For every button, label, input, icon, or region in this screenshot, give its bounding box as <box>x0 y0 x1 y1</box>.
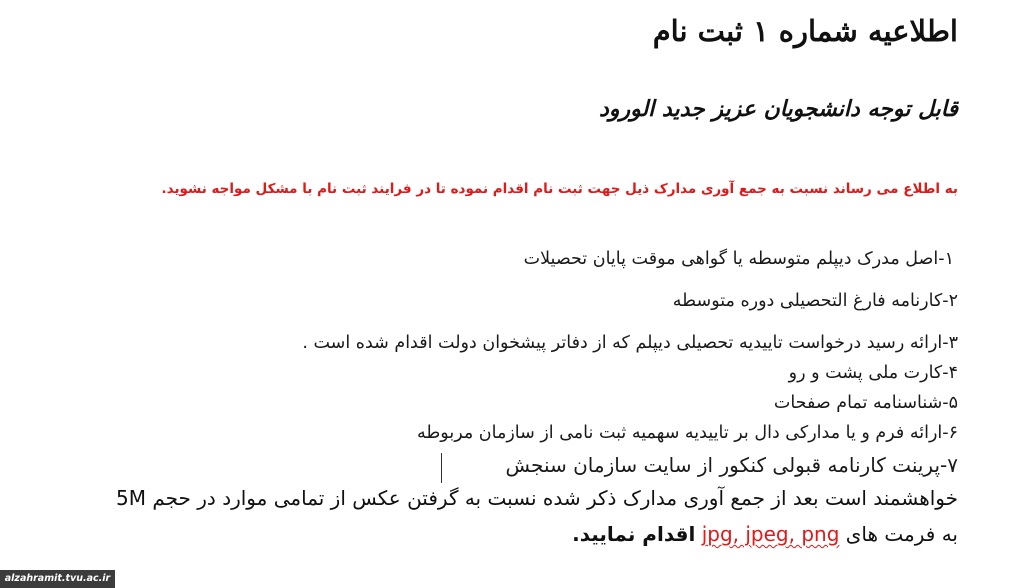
requirement-item-5: ۵-شناسنامه تمام صفحات <box>773 393 958 413</box>
closing-formats: jpg, jpeg, png <box>701 522 840 546</box>
announcement-title: اطلاعیه شماره ۱ ثبت نام <box>652 14 958 48</box>
requirement-item-3: ۳-ارائه رسید درخواست تاییدیه تحصیلی دیپلم که از دفاتر پیشخوان دولت اقدام شده است . <box>302 333 958 353</box>
footer-site-badge[interactable]: alzahramit.tvu.ac.ir <box>0 570 115 588</box>
requirement-item-4: ۴-کارت ملی پشت و رو <box>788 363 958 383</box>
closing-suffix: اقدام نمایید. <box>572 522 696 546</box>
requirement-item-2: ۲-کارنامه فارغ التحصیلی دوره متوسطه <box>672 291 958 311</box>
requirement-item-1: ۱-اصل مدرک دیپلم متوسطه یا گواهی موقت پایان تحصیلات <box>523 249 954 269</box>
closing-line-1: خواهشمند است بعد از جمع آوری مدارک ذکر شده نسبت به گرفتن عکس از تمامی موارد در حجم 5M <box>115 486 958 510</box>
announcement-subtitle: قابل توجه دانشجویان عزیز جدید الورود <box>599 96 958 122</box>
closing-line-2 <box>572 522 958 546</box>
closing-prefix: به فرمت های <box>845 522 958 546</box>
text-cursor <box>441 453 442 483</box>
requirement-item-7: ۷-پرینت کارنامه قبولی کنکور از سایت سازمان سنجش <box>505 453 958 477</box>
requirement-item-6: ۶-ارائه فرم و یا مدارکی دال بر تاییدیه سهمیه ثبت نامی از سازمان مربوطه <box>416 423 958 443</box>
notice-text: به اطلاع می رساند نسبت به جمع آوری مدارک ذیل جهت ثبت نام اقدام نموده تا در فرایند ثبت نام با مشکل مواجه نشوید. <box>161 181 958 197</box>
